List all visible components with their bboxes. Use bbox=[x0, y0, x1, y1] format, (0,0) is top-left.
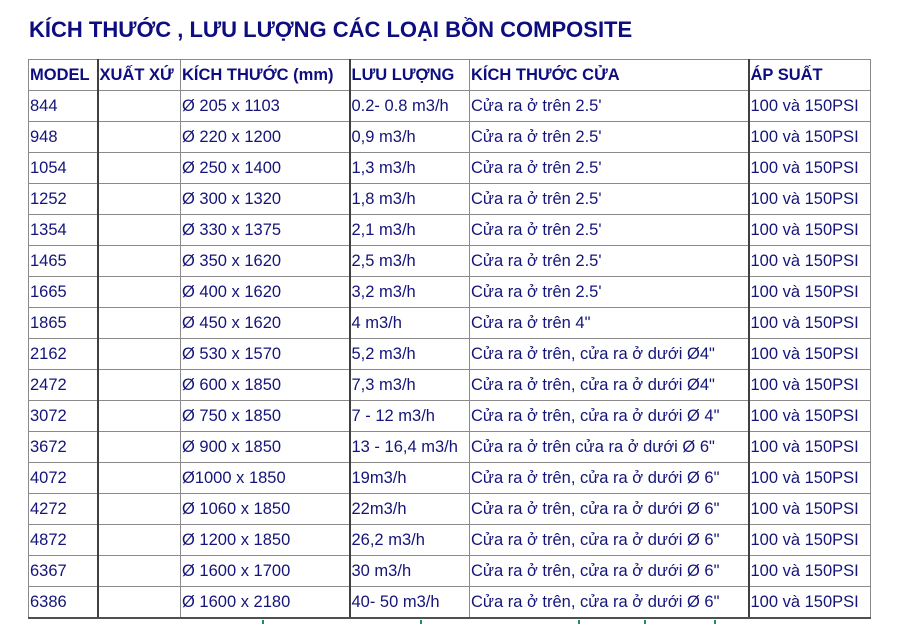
text-fragment bbox=[578, 620, 580, 624]
cell-pressure: 100 và 150PSI bbox=[749, 215, 871, 246]
cell-flow: 3,2 m3/h bbox=[350, 277, 470, 308]
cell-port-size: Cửa ra ở trên 2.5' bbox=[470, 277, 749, 308]
cell-model: 1054 bbox=[29, 153, 98, 184]
cell-size: Ø 750 x 1850 bbox=[181, 401, 350, 432]
cell-origin bbox=[98, 122, 181, 153]
cell-pressure: 100 và 150PSI bbox=[749, 246, 871, 277]
table-row bbox=[29, 556, 871, 587]
cell-origin bbox=[98, 494, 181, 525]
table-row bbox=[29, 494, 871, 525]
cell-origin bbox=[98, 370, 181, 401]
table-row bbox=[29, 339, 871, 370]
header-origin: XUẤT XỨ bbox=[98, 60, 181, 91]
header-model: MODEL bbox=[29, 60, 98, 91]
cell-port-size: Cửa ra ở trên 2.5' bbox=[470, 91, 749, 122]
cell-model: 3672 bbox=[29, 432, 98, 463]
table-row bbox=[29, 587, 871, 619]
cell-flow: 22m3/h bbox=[350, 494, 470, 525]
cell-model: 4272 bbox=[29, 494, 98, 525]
cell-origin bbox=[98, 277, 181, 308]
cell-port-size: Cửa ra ở trên, cửa ra ở dưới Ø 6" bbox=[470, 587, 749, 619]
cell-pressure: 100 và 150PSI bbox=[749, 277, 871, 308]
cell-size: Ø 1060 x 1850 bbox=[181, 494, 350, 525]
cell-port-size: Cửa ra ở trên, cửa ra ở dưới Ø 6" bbox=[470, 494, 749, 525]
cell-origin bbox=[98, 246, 181, 277]
cell-flow: 4 m3/h bbox=[350, 308, 470, 339]
cell-pressure: 100 và 150PSI bbox=[749, 494, 871, 525]
table-row bbox=[29, 91, 871, 122]
cell-origin bbox=[98, 401, 181, 432]
cell-flow: 5,2 m3/h bbox=[350, 339, 470, 370]
cell-port-size: Cửa ra ở trên, cửa ra ở dưới Ø4" bbox=[470, 370, 749, 401]
cell-model: 1354 bbox=[29, 215, 98, 246]
cell-flow: 0.2- 0.8 m3/h bbox=[350, 91, 470, 122]
table-row bbox=[29, 122, 871, 153]
cell-port-size: Cửa ra ở trên 2.5' bbox=[470, 215, 749, 246]
cell-model: 2162 bbox=[29, 339, 98, 370]
cell-port-size: Cửa ra ở trên 2.5' bbox=[470, 246, 749, 277]
cell-port-size: Cửa ra ở trên, cửa ra ở dưới Ø 4" bbox=[470, 401, 749, 432]
cell-pressure: 100 và 150PSI bbox=[749, 370, 871, 401]
cell-size: Ø1000 x 1850 bbox=[181, 463, 350, 494]
header-flow: LƯU LƯỢNG bbox=[350, 60, 470, 91]
cell-port-size: Cửa ra ở trên 2.5' bbox=[470, 122, 749, 153]
cell-size: Ø 530 x 1570 bbox=[181, 339, 350, 370]
cell-pressure: 100 và 150PSI bbox=[749, 556, 871, 587]
cell-size: Ø 205 x 1103 bbox=[181, 91, 350, 122]
cell-pressure: 100 và 150PSI bbox=[749, 432, 871, 463]
cell-pressure: 100 và 150PSI bbox=[749, 91, 871, 122]
cell-pressure: 100 và 150PSI bbox=[749, 587, 871, 619]
cell-model: 6386 bbox=[29, 587, 98, 619]
cell-model: 4872 bbox=[29, 525, 98, 556]
header-port-size: KÍCH THƯỚC CỬA bbox=[470, 60, 749, 91]
cell-port-size: Cửa ra ở trên 2.5' bbox=[470, 153, 749, 184]
cell-size: Ø 1600 x 1700 bbox=[181, 556, 350, 587]
table-body bbox=[29, 91, 871, 619]
composite-tank-spec-table bbox=[28, 59, 871, 619]
cell-size: Ø 300 x 1320 bbox=[181, 184, 350, 215]
cell-size: Ø 1200 x 1850 bbox=[181, 525, 350, 556]
cell-size: Ø 1600 x 2180 bbox=[181, 587, 350, 619]
cell-size: Ø 250 x 1400 bbox=[181, 153, 350, 184]
cell-pressure: 100 và 150PSI bbox=[749, 525, 871, 556]
table-row bbox=[29, 370, 871, 401]
cell-size: Ø 350 x 1620 bbox=[181, 246, 350, 277]
cell-flow: 30 m3/h bbox=[350, 556, 470, 587]
cell-pressure: 100 và 150PSI bbox=[749, 184, 871, 215]
cell-port-size: Cửa ra ở trên cửa ra ở dưới Ø 6" bbox=[470, 432, 749, 463]
cell-origin bbox=[98, 587, 181, 619]
cropped-text-fragments bbox=[0, 620, 901, 625]
cell-size: Ø 900 x 1850 bbox=[181, 432, 350, 463]
cell-model: 948 bbox=[29, 122, 98, 153]
cell-pressure: 100 và 150PSI bbox=[749, 339, 871, 370]
cell-size: Ø 400 x 1620 bbox=[181, 277, 350, 308]
cell-port-size: Cửa ra ở trên, cửa ra ở dưới Ø 6" bbox=[470, 463, 749, 494]
header-pressure: ÁP SUẤT bbox=[749, 60, 871, 91]
cell-flow: 2,5 m3/h bbox=[350, 246, 470, 277]
cell-flow: 26,2 m3/h bbox=[350, 525, 470, 556]
cell-origin bbox=[98, 525, 181, 556]
cell-size: Ø 220 x 1200 bbox=[181, 122, 350, 153]
cell-model: 3072 bbox=[29, 401, 98, 432]
cell-origin bbox=[98, 153, 181, 184]
table-row bbox=[29, 401, 871, 432]
cell-model: 1665 bbox=[29, 277, 98, 308]
cell-model: 1865 bbox=[29, 308, 98, 339]
cell-pressure: 100 và 150PSI bbox=[749, 401, 871, 432]
page-title: KÍCH THƯỚC , LƯU LƯỢNG CÁC LOẠI BỒN COMPOSITE bbox=[29, 17, 633, 42]
cell-origin bbox=[98, 184, 181, 215]
cell-model: 2472 bbox=[29, 370, 98, 401]
cell-flow: 7 - 12 m3/h bbox=[350, 401, 470, 432]
text-fragment bbox=[714, 620, 716, 624]
cell-origin bbox=[98, 308, 181, 339]
cell-flow: 19m3/h bbox=[350, 463, 470, 494]
cell-pressure: 100 và 150PSI bbox=[749, 463, 871, 494]
table-row bbox=[29, 153, 871, 184]
table-row bbox=[29, 277, 871, 308]
table-row bbox=[29, 246, 871, 277]
text-fragment bbox=[420, 620, 422, 624]
cell-model: 6367 bbox=[29, 556, 98, 587]
table-row bbox=[29, 525, 871, 556]
cell-model: 844 bbox=[29, 91, 98, 122]
cell-flow: 1,3 m3/h bbox=[350, 153, 470, 184]
cell-origin bbox=[98, 339, 181, 370]
table-row bbox=[29, 215, 871, 246]
cell-port-size: Cửa ra ở trên 4" bbox=[470, 308, 749, 339]
cell-flow: 2,1 m3/h bbox=[350, 215, 470, 246]
cell-origin bbox=[98, 91, 181, 122]
table-row bbox=[29, 308, 871, 339]
cell-origin bbox=[98, 215, 181, 246]
cell-flow: 0,9 m3/h bbox=[350, 122, 470, 153]
header-size: KÍCH THƯỚC (mm) bbox=[181, 60, 350, 91]
cell-size: Ø 450 x 1620 bbox=[181, 308, 350, 339]
cell-origin bbox=[98, 432, 181, 463]
cell-pressure: 100 và 150PSI bbox=[749, 153, 871, 184]
cell-flow: 40- 50 m3/h bbox=[350, 587, 470, 619]
text-fragment bbox=[262, 620, 264, 624]
cell-model: 1252 bbox=[29, 184, 98, 215]
table-row bbox=[29, 432, 871, 463]
cell-flow: 7,3 m3/h bbox=[350, 370, 470, 401]
table-row bbox=[29, 184, 871, 215]
table-row bbox=[29, 463, 871, 494]
cell-port-size: Cửa ra ở trên, cửa ra ở dưới Ø 6" bbox=[470, 525, 749, 556]
table-header-row bbox=[29, 60, 871, 91]
cell-model: 4072 bbox=[29, 463, 98, 494]
cell-flow: 1,8 m3/h bbox=[350, 184, 470, 215]
cell-size: Ø 600 x 1850 bbox=[181, 370, 350, 401]
text-fragment bbox=[644, 620, 646, 624]
cell-flow: 13 - 16,4 m3/h bbox=[350, 432, 470, 463]
cell-model: 1465 bbox=[29, 246, 98, 277]
cell-port-size: Cửa ra ở trên, cửa ra ở dưới Ø 6" bbox=[470, 556, 749, 587]
cell-pressure: 100 và 150PSI bbox=[749, 122, 871, 153]
cell-origin bbox=[98, 556, 181, 587]
cell-size: Ø 330 x 1375 bbox=[181, 215, 350, 246]
cell-pressure: 100 và 150PSI bbox=[749, 308, 871, 339]
cell-origin bbox=[98, 463, 181, 494]
cell-port-size: Cửa ra ở trên, cửa ra ở dưới Ø4" bbox=[470, 339, 749, 370]
cell-port-size: Cửa ra ở trên 2.5' bbox=[470, 184, 749, 215]
